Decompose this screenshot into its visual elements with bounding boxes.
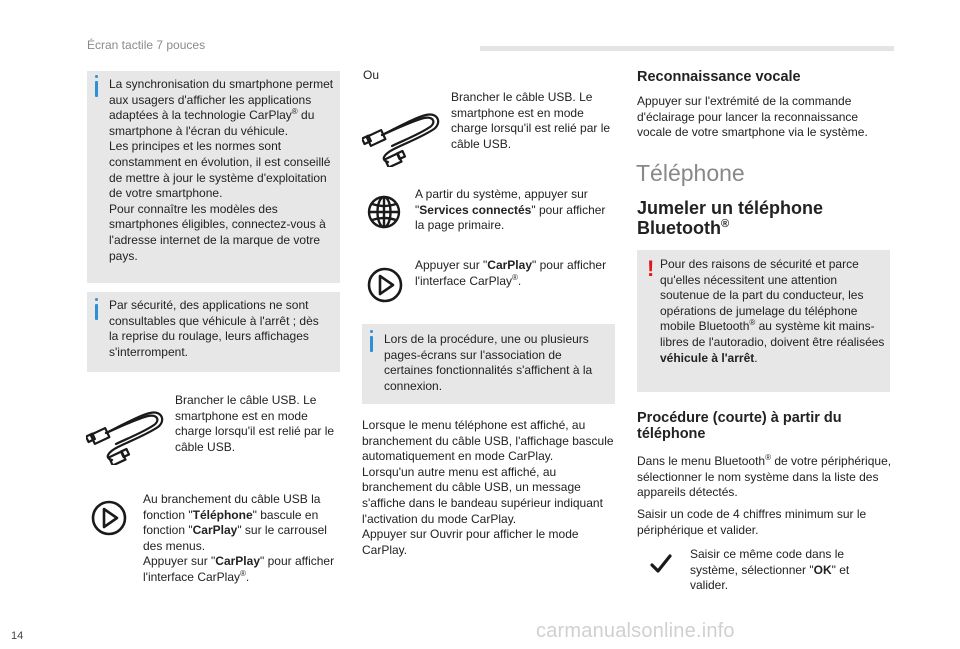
voice-text bbox=[637, 94, 897, 141]
text-line: smartphone à l'écran du véhicule. bbox=[109, 123, 289, 138]
procedure-para-1 bbox=[637, 454, 899, 501]
text-line: sélectionner le nom système dans la liste des bbox=[637, 469, 879, 484]
text-line: périphérique et valider. bbox=[637, 522, 759, 537]
watermark: carmanualsonline.info bbox=[536, 620, 735, 642]
text-line: Lors de la procédure, une ou plusieurs bbox=[384, 332, 589, 346]
text-line: connexion. bbox=[384, 378, 443, 393]
text-line: pays. bbox=[109, 248, 138, 263]
text-line: Appuyer sur "CarPlay" pour afficher bbox=[415, 258, 607, 272]
text-line: branchement du câble USB, un message bbox=[362, 480, 581, 495]
play-icon bbox=[366, 266, 404, 304]
text-line: Saisir ce même code dans le bbox=[690, 547, 845, 561]
text-line: Lorsque le menu téléphone est affiché, au bbox=[362, 418, 586, 432]
voice-heading: Reconnaissance vocale bbox=[637, 69, 801, 85]
header-rule bbox=[480, 46, 894, 51]
info-text bbox=[384, 332, 614, 394]
info-icon bbox=[95, 304, 98, 320]
warning-icon: ! bbox=[647, 256, 655, 281]
heading-line: Procédure (courte) à partir du bbox=[637, 410, 842, 426]
text-line: Appuyer sur Ouvrir pour afficher le mode bbox=[362, 527, 579, 542]
page-number: 14 bbox=[11, 630, 24, 642]
info-box-synchronisation bbox=[87, 71, 340, 283]
procedure-heading bbox=[637, 410, 887, 442]
text-line: de votre smartphone. bbox=[109, 186, 223, 201]
text-line: "Services connectés" pour afficher bbox=[415, 202, 606, 217]
text-line: s'interrompent. bbox=[109, 344, 188, 359]
info-text bbox=[109, 77, 339, 264]
text-line: La synchronisation du smartphone permet bbox=[109, 77, 334, 91]
text-line: Au branchement du câble USB la bbox=[143, 492, 321, 506]
usb-step-text bbox=[175, 393, 345, 455]
info-box-procedure bbox=[362, 324, 615, 404]
ou-label: Ou bbox=[363, 68, 380, 82]
text-line: qu'elles nécessitent une attention bbox=[660, 272, 838, 287]
text-line: Pour des raisons de sécurité et parce bbox=[660, 257, 859, 271]
usb-menu-paragraph bbox=[362, 418, 624, 558]
heading-line: téléphone bbox=[637, 426, 706, 442]
text-line: appareils détectés. bbox=[637, 485, 738, 500]
checkmark-icon bbox=[650, 553, 672, 575]
text-line: certaines fonctionnalités s'affichent à la bbox=[384, 363, 593, 378]
carplay-step-text bbox=[143, 492, 343, 586]
text-line: système, sélectionner "OK" et bbox=[690, 562, 850, 577]
text-line: câble USB. bbox=[175, 439, 236, 454]
text-line: smartphone est en mode bbox=[175, 408, 308, 423]
text-line: adaptées à la technologie CarPlay® du bbox=[109, 107, 315, 123]
text-line: A partir du système, appuyer sur bbox=[415, 187, 588, 201]
play-icon bbox=[90, 499, 128, 537]
text-line: vocale de votre smartphone via le système. bbox=[637, 125, 868, 140]
warning-box bbox=[637, 250, 890, 392]
text-line: soutenue de la part du conducteur, les bbox=[660, 288, 864, 303]
connected-services-icon bbox=[366, 194, 402, 230]
validate-step-text bbox=[690, 547, 890, 594]
text-line: Appuyer sur l'extrémité de la commande bbox=[637, 94, 852, 108]
text-line: Lorsqu'un autre menu est affiché, au bbox=[362, 464, 557, 479]
text-line: charge lorsqu'il est relié par le bbox=[175, 424, 335, 439]
text-line: Pour connaître les modèles des bbox=[109, 201, 278, 216]
text-line: Brancher le câble USB. Le bbox=[175, 393, 317, 407]
text-line: l'interface CarPlay®. bbox=[415, 272, 522, 288]
text-line: Brancher le câble USB. Le bbox=[451, 90, 593, 104]
text-line: l'adresse internet de la marque de votre bbox=[109, 232, 321, 247]
heading-line: Bluetooth® bbox=[637, 218, 730, 238]
text-line: pages-écrans sur l'association de bbox=[384, 347, 562, 362]
info-text bbox=[109, 298, 339, 360]
section-title-telephone: Téléphone bbox=[636, 160, 745, 186]
info-icon bbox=[95, 81, 98, 97]
usb-step-text bbox=[451, 90, 621, 152]
heading-line: Jumeler un téléphone bbox=[637, 198, 824, 218]
info-icon bbox=[370, 336, 373, 352]
text-line: Appuyer sur "CarPlay" pour afficher bbox=[143, 554, 335, 569]
usb-cable-icon bbox=[86, 403, 168, 465]
text-line: Les principes et les normes sont bbox=[109, 139, 282, 154]
pairing-heading bbox=[637, 198, 887, 238]
text-line: smartphone est en mode bbox=[451, 105, 584, 120]
carplay-step-text bbox=[415, 258, 620, 289]
text-line: d'éclairage pour lancer la reconnaissance bbox=[637, 109, 859, 124]
text-line: valider. bbox=[690, 578, 729, 593]
text-line: la reprise du roulage, leurs affichages bbox=[109, 329, 309, 344]
text-line: automatiquement en mode CarPlay. bbox=[362, 449, 554, 464]
text-line: Dans le menu Bluetooth® de votre périphérique, bbox=[637, 453, 892, 468]
text-line: opérations de jumelage du téléphone bbox=[660, 303, 858, 318]
text-line: la page primaire. bbox=[415, 218, 505, 233]
text-line: s'affiche dans le bandeau supérieur indiquant bbox=[362, 495, 603, 510]
text-line: CarPlay. bbox=[362, 542, 408, 557]
text-line: l'activation du mode CarPlay. bbox=[362, 511, 517, 526]
text-line: fonction "Téléphone" bascule en bbox=[143, 507, 319, 522]
text-line: charge lorsqu'il est relié par le bbox=[451, 121, 611, 136]
text-line: constamment en évolution, il est conseillé bbox=[109, 154, 331, 169]
text-line: smartphones éligibles, connectez-vous à bbox=[109, 217, 326, 232]
text-line: fonction "CarPlay" sur le carrousel bbox=[143, 523, 327, 538]
text-line: mobile Bluetooth® au système kit mains- bbox=[660, 318, 875, 334]
text-line: l'interface CarPlay®. bbox=[143, 568, 250, 584]
usb-cable-icon bbox=[362, 105, 444, 167]
text-line: aux usagers d'afficher les applications bbox=[109, 92, 312, 107]
services-step-text bbox=[415, 187, 620, 234]
text-line: libres de l'autoradio, doivent être réalisées bbox=[660, 334, 885, 349]
text-line: Saisir un code de 4 chiffres minimum sur le bbox=[637, 507, 867, 521]
section-header: Écran tactile 7 pouces bbox=[87, 38, 206, 52]
procedure-para-2 bbox=[637, 507, 899, 538]
info-box-securite bbox=[87, 292, 340, 372]
text-line: des menus. bbox=[143, 538, 206, 553]
text-line: de mettre à jour le système d'exploitation bbox=[109, 170, 327, 185]
text-line: consultables que véhicule à l'arrêt ; dès bbox=[109, 313, 319, 328]
text-line: Par sécurité, des applications ne sont bbox=[109, 298, 309, 312]
warning-text bbox=[660, 257, 890, 366]
text-line: véhicule à l'arrêt. bbox=[660, 350, 758, 365]
text-line: câble USB. bbox=[451, 136, 512, 151]
text-line: branchement du câble USB, l'affichage bascule bbox=[362, 433, 614, 448]
